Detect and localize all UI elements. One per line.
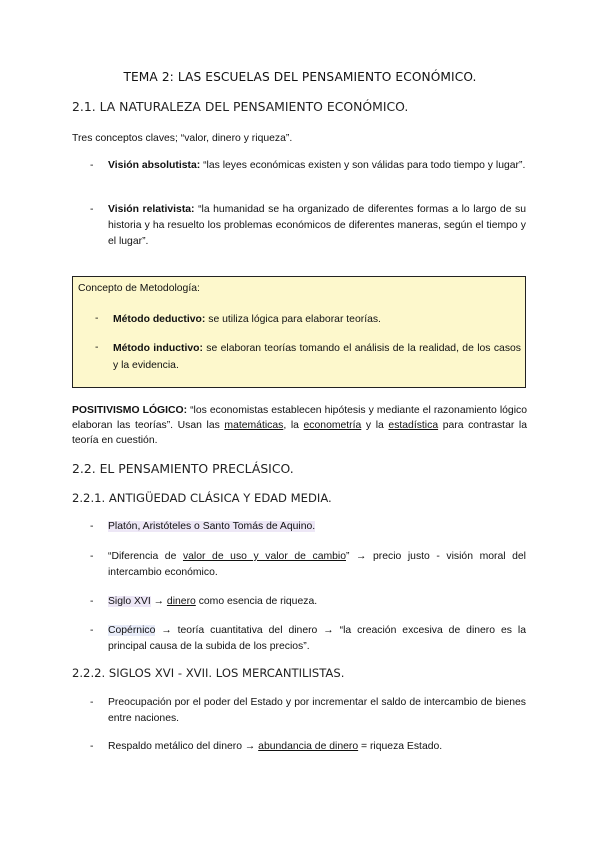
bullet-preocupacion: Preocupación por el poder del Estado y por incrementar el saldo de intercambio de bienes entre naciones. <box>108 697 526 724</box>
bullet-metodo-deductivo <box>113 311 521 328</box>
bullet-text: se elaboran teorías tomando el análisis de la realidad, de los casos y la evidencia. <box>113 343 521 371</box>
section-heading-2-2-1: 2.2.1. ANTIGÜEDAD CLÁSICA Y EDAD MEDIA. <box>72 491 332 505</box>
bullet-siglo-xvi <box>108 594 526 610</box>
section-heading-2-2-2: 2.2.2. SIGLOS XVI - XVII. LOS MERCANTILISTAS. <box>72 666 345 680</box>
bullet-text: ” → precio justo - visión moral del intercambio económico. <box>108 551 526 578</box>
bullet-text: “Diferencia de <box>108 551 183 562</box>
bullet-metodo-inductivo <box>113 340 521 374</box>
box-label: Concepto de Metodología: <box>78 283 200 294</box>
underlined-term: abundancia de dinero <box>258 741 359 752</box>
underlined-term: matemáticas <box>224 420 284 431</box>
section-heading-2-2: 2.2. EL PENSAMIENTO PRECLÁSICO. <box>72 461 294 476</box>
intro-paragraph: Tres conceptos claves; “valor, dinero y riqueza”. <box>72 133 293 144</box>
positivismo-paragraph <box>72 403 527 448</box>
bullet-label: Método deductivo: <box>113 314 206 325</box>
bullet-text: “las leyes económicas existen y son válidas para todo tiempo y lugar”. <box>200 160 526 171</box>
highlighted-text: Copérnico <box>108 625 156 636</box>
positivismo-label: POSITIVISMO LÓGICO: <box>72 405 188 416</box>
highlighted-text: Siglo XVI <box>108 596 151 607</box>
bullet-text: Respaldo metálico del dinero → <box>108 741 259 752</box>
bullet-text: → teoría cuantitativa del dinero → “la creación excesiva de dinero es la principal causa de la subida de los precios”. <box>108 625 526 652</box>
bullet-label: Método inductivo: <box>113 343 203 354</box>
highlighted-text: Platón, Aristóteles o Santo Tomás de Aquino. <box>108 521 316 532</box>
bullet-dash: - <box>90 741 94 752</box>
paragraph-text: para contrastar la teoría en cuestión. <box>72 420 528 446</box>
bullet-vision-absolutista <box>108 158 526 174</box>
bullet-platon <box>108 519 526 535</box>
underlined-term: econometría <box>303 420 362 431</box>
methodology-box <box>72 276 526 388</box>
underlined-term: estadística <box>388 420 439 431</box>
paragraph-text: y la <box>361 420 389 431</box>
section-heading-2-1: 2.1. LA NATURALEZA DEL PENSAMIENTO ECONÓMICO. <box>72 99 409 114</box>
bullet-text: como esencia de riqueza. <box>195 596 318 607</box>
bullet-dash: - <box>95 313 99 324</box>
bullet-valor-uso-cambio <box>108 549 526 581</box>
bullet-text: se utiliza lógica para elaborar teorías. <box>205 314 381 325</box>
bullet-dash: - <box>90 204 94 215</box>
underlined-term: valor de uso y valor de cambio <box>182 551 346 562</box>
bullet-dash: - <box>90 521 94 532</box>
bullet-dash: - <box>95 342 99 353</box>
bullet-label: Visión absolutista: <box>108 160 201 171</box>
bullet-dash: - <box>90 625 94 636</box>
bullet-dash: - <box>90 160 94 171</box>
bullet-dash: - <box>90 551 94 562</box>
bullet-copernico <box>108 623 526 655</box>
bullet-label: Visión relativista: <box>108 204 195 215</box>
bullet-dash: - <box>90 697 94 708</box>
bullet-text: “la humanidad se ha organizado de diferentes formas a lo largo de su historia y ha resuelto los problemas económicos de diferentes maneras, según el tiempo y el lugar”. <box>108 204 526 247</box>
bullet-respaldo-metalico <box>108 739 526 755</box>
bullet-text: = riqueza Estado. <box>358 741 443 752</box>
bullet-dash: - <box>90 596 94 607</box>
bullet-text: → <box>150 596 167 607</box>
paragraph-text: “los economistas establecen hipótesis y mediante el razonamiento lógico elaboran las teorías”. Usan las <box>72 405 527 431</box>
bullet-vision-relativista <box>108 202 526 250</box>
paragraph-text: , la <box>283 420 304 431</box>
underlined-term: dinero <box>166 596 196 607</box>
page-title: TEMA 2: LAS ESCUELAS DEL PENSAMIENTO ECONÓMICO. <box>123 70 477 84</box>
